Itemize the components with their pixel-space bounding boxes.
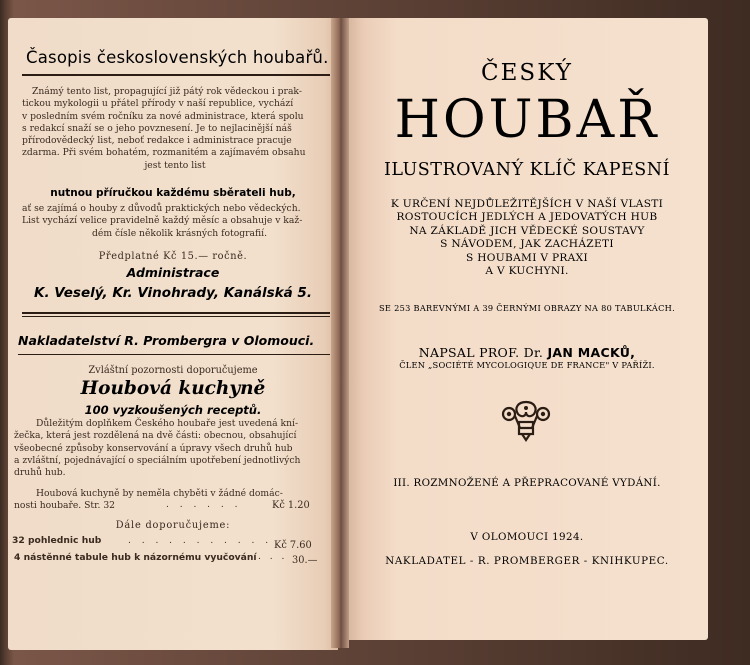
desc-line: všeobecné způsoby konservování a úpravy všech druhů hub [14, 442, 293, 454]
item2-label: 4 nástěnné tabule hub k názornému vyučování [14, 552, 257, 563]
item2-price: 30.— [292, 555, 318, 566]
administration-address: K. Veselý, Kr. Vinohrady, Kanálská 5. [34, 285, 312, 301]
intro-line: tickou mykologii u přátel přírody v naší republice, vychází [22, 98, 294, 110]
administration-heading: Administrace [126, 265, 220, 280]
ornament-icon [500, 398, 552, 442]
author-line [346, 345, 708, 360]
subscription-price: Předplatné Kč 15.— ročně. [98, 251, 248, 262]
book-note [14, 488, 283, 513]
periodical-title: Časopis československých houbařů. [26, 48, 329, 67]
edition-line: III. ROZMNOŽENÉ A PŘEPRACOVANÉ VYDÁNÍ. [393, 477, 661, 489]
leader-dots: . . . . . . [166, 500, 242, 510]
divider [22, 312, 330, 314]
desc-line: S HOUBAMI V PRAXI [466, 251, 588, 264]
intro-paragraph [22, 86, 328, 172]
body-paragraph [22, 203, 328, 240]
desc-line: S NÁVODEM, JAK ZACHÁZETI [440, 238, 614, 251]
author-name: JAN MACKŮ, [547, 345, 636, 360]
leader-dots: . . . [258, 552, 288, 562]
desc-line: žečka, která jest rozdělená na dvě části: obecnou, obsahující [14, 430, 297, 442]
description-block [346, 198, 708, 278]
body-line: List vychází velice pravidelně každý měsíc a obsahuje v kaž- [22, 215, 303, 227]
desc-line: a zvláštní, pojednávající o speciálním upotřebení jednotlivých [14, 454, 301, 466]
desc-line: A V KUCHYNI. [485, 265, 569, 278]
divider [18, 354, 330, 355]
desc-line: K URČENÍ NEJDŮLEŽITĚJŠÍCH V NAŠÍ VLASTI [390, 198, 664, 210]
book-subtitle: 100 vyzkoušených receptů. [84, 403, 262, 417]
publisher-line: NAKLADATEL - R. PROMBERGER - KNIHKUPEC. [385, 555, 669, 567]
intro-line: jest tento list [144, 159, 206, 171]
divider [22, 316, 330, 317]
intro-line: zdarma. Při svém bohatém, rozmanitém a zajímavém obsahu [22, 147, 306, 159]
images-note: SE 253 BAREVNÝMI A 39 ČERNÝMI OBRAZY NA 80 TABULKÁCH. [378, 303, 675, 313]
intro-line: v posledním svém ročníku za nové administrace, která spolu [22, 110, 304, 122]
note-line: Houbová kuchyně by neměla chyběti v žádné domác- [36, 488, 283, 499]
body-line: dém čísle několik krásných fotografií. [92, 227, 267, 239]
publisher-name: Nakladatelství R. Prombergra v Olomouci. [18, 333, 315, 348]
divider [22, 74, 330, 76]
note-line: nosti houbaře. Str. 32 [14, 500, 116, 512]
intro-line: s redakcí snaží se o jeho povznesení. Je to nejlacinější náš [22, 122, 292, 134]
subtitle: ILUSTROVANÝ KLÍČ KAPESNÍ [383, 160, 671, 180]
book-price: Kč 1.20 [272, 500, 310, 511]
further-heading: Dále doporučujeme: [115, 520, 231, 531]
desc-line: druhů hub. [14, 467, 66, 479]
intro-line: přírodovědecký list, neboť redakce i administrace pracuje [22, 135, 292, 147]
desc-line: NA ZÁKLADĚ JICH VĚDECKÉ SOUSTAVY [409, 224, 645, 237]
item1-price: Kč 7.60 [274, 540, 312, 551]
title-top: ČESKÝ [481, 60, 573, 86]
emphasis-line: nutnou příručkou každému sběrateli hub, [50, 187, 296, 199]
leader-dots: . . . . . . . . . . . [128, 536, 273, 546]
body-line: ať se zajímá o houby z důvodů praktických nebo vědeckých. [22, 203, 301, 214]
item1-label: 32 pohlednic hub [12, 535, 102, 546]
membership-line: ČLEN „SOCIÉTÉ MYCOLOGIQUE DE FRANCE" V PAŘÍŽI. [399, 360, 655, 370]
author-prefix: NAPSAL PROF. Dr. [418, 345, 544, 360]
book-description [14, 418, 330, 479]
recommendation-intro: Zvláštní pozornosti doporučujeme [88, 365, 258, 376]
desc-line: ROSTOUCÍCH JEDLÝCH A JEDOVATÝCH HUB [396, 211, 658, 224]
book-title: Houbová kuchyně [80, 378, 266, 399]
desc-line: Důležitým doplňkem Českého houbaře jest uvedená kní- [36, 418, 299, 429]
intro-line: Známý tento list, propagující již pátý rok vědeckou i prak- [32, 86, 302, 97]
place-year: V OLOMOUCI 1924. [470, 531, 584, 543]
main-title: HOUBAŘ [394, 90, 660, 150]
